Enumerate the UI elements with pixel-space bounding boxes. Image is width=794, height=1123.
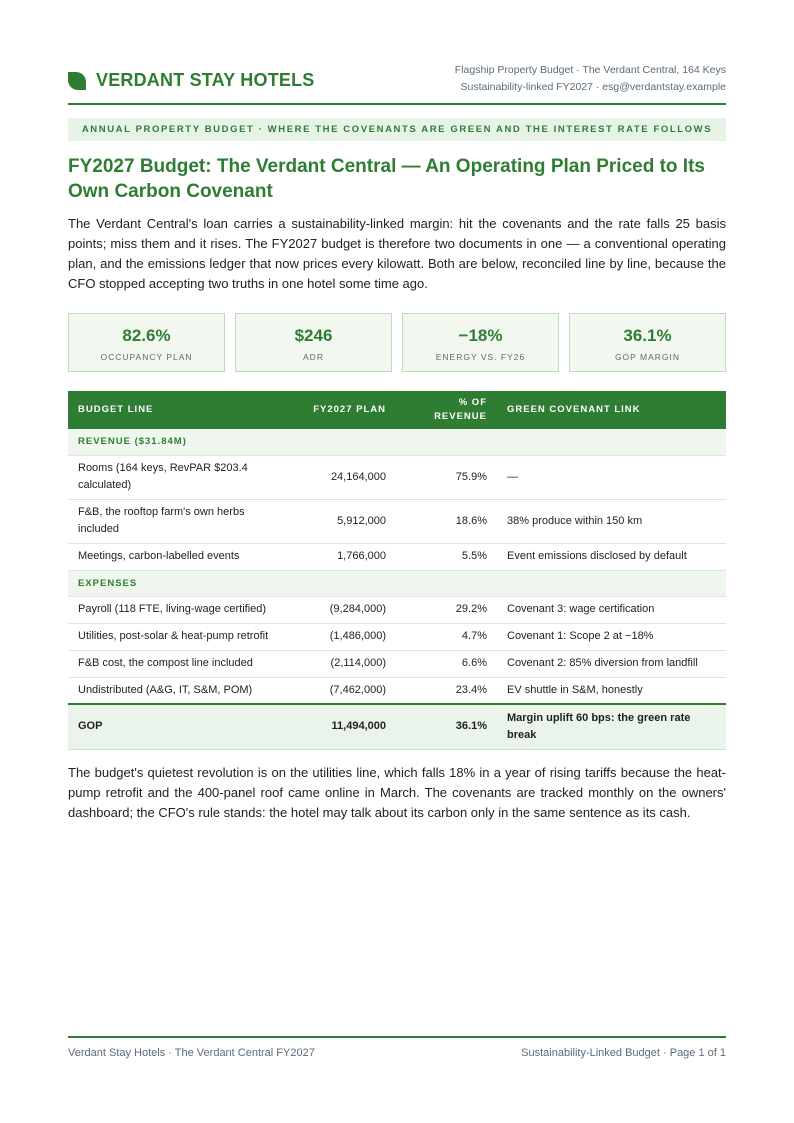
cell-line: GOP — [68, 704, 296, 749]
section-label: REVENUE ($31.84M) — [68, 429, 726, 455]
cell-link: Event emissions disclosed by default — [497, 543, 726, 570]
total-row-gop — [68, 704, 726, 749]
table-row — [68, 677, 726, 704]
cell-line: Rooms (164 keys, RevPAR $203.4 calculated) — [68, 455, 296, 499]
cell-plan: 1,766,000 — [296, 543, 396, 570]
table-row — [68, 455, 726, 499]
kpi-energy — [402, 313, 559, 372]
kpi-value: 36.1% — [623, 326, 672, 345]
cell-plan: (1,486,000) — [296, 623, 396, 650]
cell-pct: 23.4% — [396, 677, 497, 704]
cell-pct: 5.5% — [396, 543, 497, 570]
page-header — [68, 58, 726, 105]
cell-pct: 4.7% — [396, 623, 497, 650]
closing-paragraph: The budget's quietest revolution is on the utilities line, which falls 18% in a year of rising tariffs because the heat-pump retrofit and the 400-panel roof came online in March. The covenants are tracked monthly on the owners' dashboard; the CFO's rule stands: the hotel may talk about its carbon only in the same sentence as its cash. — [68, 765, 726, 820]
cell-line: F&B, the rooftop farm's own herbs included — [68, 499, 296, 543]
page-title: FY2027 Budget: The Verdant Central — An Operating Plan Priced to Its Own Carbon Covenant — [68, 156, 705, 202]
footer-right: Sustainability-Linked Budget · Page 1 of 1 — [521, 1047, 726, 1059]
intro-paragraph: The Verdant Central's loan carries a sustainability-linked margin: hit the covenants and the rate falls 25 basis points; miss them and it rises. The FY2027 budget is therefore two documents in one — a conventional operating plan, and the emissions ledger that now prices every kilowatt. Both are below, reconciled line by line, because the CFO stopped accepting two truths in one hotel some time ago. — [68, 216, 726, 291]
section-banner: ANNUAL PROPERTY BUDGET · WHERE THE COVENANTS ARE GREEN AND THE INTEREST RATE FOLLOWS — [68, 118, 726, 141]
table-row — [68, 499, 726, 543]
leaf-logo-icon — [68, 72, 86, 90]
header-meta-line2: Sustainability-linked FY2027 · esg@verdantstay.example — [460, 81, 726, 93]
header-meta — [455, 62, 726, 96]
cell-plan: (7,462,000) — [296, 677, 396, 704]
cell-line: Payroll (118 FTE, living-wage certified) — [68, 596, 296, 623]
cell-plan: 11,494,000 — [296, 704, 396, 749]
table-row — [68, 623, 726, 650]
cell-plan: 5,912,000 — [296, 499, 396, 543]
section-row-expenses — [68, 570, 726, 596]
cell-pct: 29.2% — [396, 596, 497, 623]
cell-pct: 18.6% — [396, 499, 497, 543]
table-row — [68, 543, 726, 570]
cell-link: — — [497, 455, 726, 499]
cell-plan: 24,164,000 — [296, 455, 396, 499]
col-header-plan: FY2027 PLAN — [296, 391, 396, 429]
table-row — [68, 596, 726, 623]
kpi-occupancy — [68, 313, 225, 372]
kpi-label: ENERGY VS. FY26 — [435, 352, 526, 362]
col-header-covenant: GREEN COVENANT LINK — [497, 391, 726, 429]
kpi-value: $246 — [294, 326, 333, 345]
cell-pct: 75.9% — [396, 455, 497, 499]
page-footer — [68, 1036, 726, 1059]
brand — [68, 70, 315, 91]
section-label: EXPENSES — [68, 570, 726, 596]
cell-line: Utilities, post-solar & heat-pump retrofit — [68, 623, 296, 650]
kpi-value: 82.6% — [122, 326, 171, 345]
cell-plan: (2,114,000) — [296, 650, 396, 677]
kpi-adr — [235, 313, 392, 372]
cell-link: Covenant 1: Scope 2 at −18% — [497, 623, 726, 650]
cell-link: 38% produce within 150 km — [497, 499, 726, 543]
cell-line: Meetings, carbon-labelled events — [68, 543, 296, 570]
kpi-label: ADR — [303, 352, 324, 362]
kpi-gop-margin — [569, 313, 726, 372]
table-header-row — [68, 391, 726, 429]
section-row-revenue — [68, 429, 726, 455]
cell-link: Covenant 2: 85% diversion from landfill — [497, 650, 726, 677]
header-meta-line1: Flagship Property Budget · The Verdant Central, 164 Keys — [454, 64, 726, 76]
table-row — [68, 650, 726, 677]
cell-link: EV shuttle in S&M, honestly — [497, 677, 726, 704]
cell-line: Undistributed (A&G, IT, S&M, POM) — [68, 677, 296, 704]
kpi-label: GOP MARGIN — [614, 352, 681, 362]
col-header-budget-line: BUDGET LINE — [68, 391, 296, 429]
brand-name: VERDANT STAY HOTELS — [96, 70, 315, 90]
cell-pct: 36.1% — [396, 704, 497, 749]
kpi-value: −18% — [458, 326, 503, 345]
col-header-pct: % OF REVENUE — [396, 391, 497, 429]
cell-link: Covenant 3: wage certification — [497, 596, 726, 623]
cell-pct: 6.6% — [396, 650, 497, 677]
footer-left: Verdant Stay Hotels · The Verdant Central FY2027 — [68, 1047, 315, 1059]
cell-link: Margin uplift 60 bps: the green rate break — [497, 704, 726, 749]
kpi-row — [68, 313, 726, 372]
cell-line: F&B cost, the compost line included — [68, 650, 296, 677]
kpi-label: OCCUPANCY PLAN — [100, 352, 193, 362]
cell-plan: (9,284,000) — [296, 596, 396, 623]
budget-table — [68, 391, 726, 750]
